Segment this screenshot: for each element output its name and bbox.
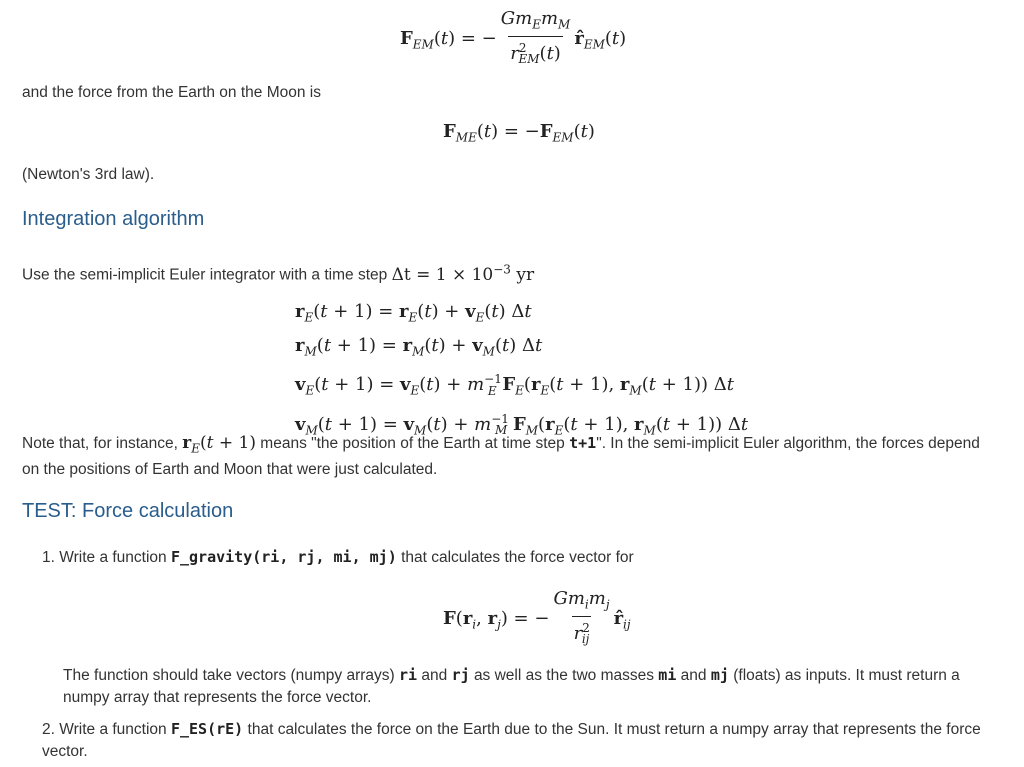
euler-equations (295, 298, 748, 444)
equation-force-moon-earth: $F_{ME}(t) = -F_{EM}(t)$ (443, 121, 595, 145)
item1-post: that calculates the force vector for (401, 549, 634, 566)
test-heading: TEST: Force calculation (22, 500, 234, 522)
dt-exponent: −3 (493, 262, 511, 276)
dt-unit: yr (510, 264, 535, 285)
equation-force-earth-moon: $F_{EM}(t)$ = − $\frac{Gm_Em_M}{r^2_{EM}(t)}$ $r̂_{EM}(t)$ (400, 8, 626, 70)
note-part2: means "the position of the Earth at time step (260, 435, 565, 452)
item2-number: 2. (42, 721, 55, 738)
newton-text: (Newton's 3rd law). (22, 166, 155, 183)
equation-gravity: $F(r_i$, $r_j$) = − $\frac{Gm_im_j}{r^2_{ij}}$ $r̂_{ij}$ (443, 588, 631, 650)
euler-eq-rM: $r_M(t + 1) = r_M(t) + v_M(t)$ Δt (295, 334, 543, 359)
note-math-rE: $r_E(t + 1)$ (182, 433, 256, 456)
item1-code: F_gravity(ri, rj, mi, mj) (170, 548, 397, 566)
item1-desc-and2: and (680, 667, 707, 684)
item1-pre: Write a function (59, 549, 167, 566)
item1-desc-b: as well as the two masses (473, 667, 654, 684)
item2-post: that calculates the force on the Earth due to the Sun. It must return a numpy array that represents the force vector. (42, 721, 981, 760)
item1-number: 1. (42, 549, 55, 566)
item1-desc-c: (floats) as inputs. It must return a numpy array that represents the force vector. (63, 667, 960, 706)
note-code: t+1 (569, 434, 597, 452)
euler-eq-rE: $r_E(t + 1) = r_E(t) + v_E(t)$ Δt (295, 301, 532, 325)
euler-eq-vE: $v_E(t + 1) = v_E(t) + m^{-1}_E$ $F_E(r_E(t + 1)$, $r_M(t + 1)$) Δt (295, 372, 734, 398)
list-item-1 (42, 546, 634, 569)
note-part1: Note that, for instance, (22, 435, 178, 452)
item1-description (63, 664, 1008, 709)
moon-intro-text: and the force from the Earth on the Moon is (22, 84, 321, 101)
item2-pre: Write a function (59, 721, 167, 738)
note-part3: ". In the semi-implicit Euler algorithm, the forces depend on the positions of Earth and Moon that were just calculated. (22, 435, 980, 479)
item1-code-rj: rj (451, 666, 470, 684)
integration-heading: Integration algorithm (22, 208, 205, 230)
euler-intro-text (22, 258, 534, 287)
item1-code-ri: ri (399, 666, 418, 684)
item1-code-mj: mj (710, 666, 729, 684)
dt-value: Δt = 1 × 10 (391, 264, 494, 285)
item1-desc-a: The function should take vectors (numpy arrays) (63, 667, 395, 684)
item1-code-mi: mi (658, 666, 677, 684)
item1-desc-and: and (421, 667, 448, 684)
euler-intro-label: Use the semi-implicit Euler integrator with a time step (22, 266, 388, 284)
euler-eq-vM: $v_M(t + 1) = v_M(t) + m^{-1}_M$ $F_M(r_E(t + 1)$, $r_M(t + 1)$) Δt (295, 411, 749, 438)
note-paragraph (22, 432, 997, 481)
item2-code: F_ES(rE) (170, 720, 244, 738)
list-item-2 (42, 718, 997, 763)
